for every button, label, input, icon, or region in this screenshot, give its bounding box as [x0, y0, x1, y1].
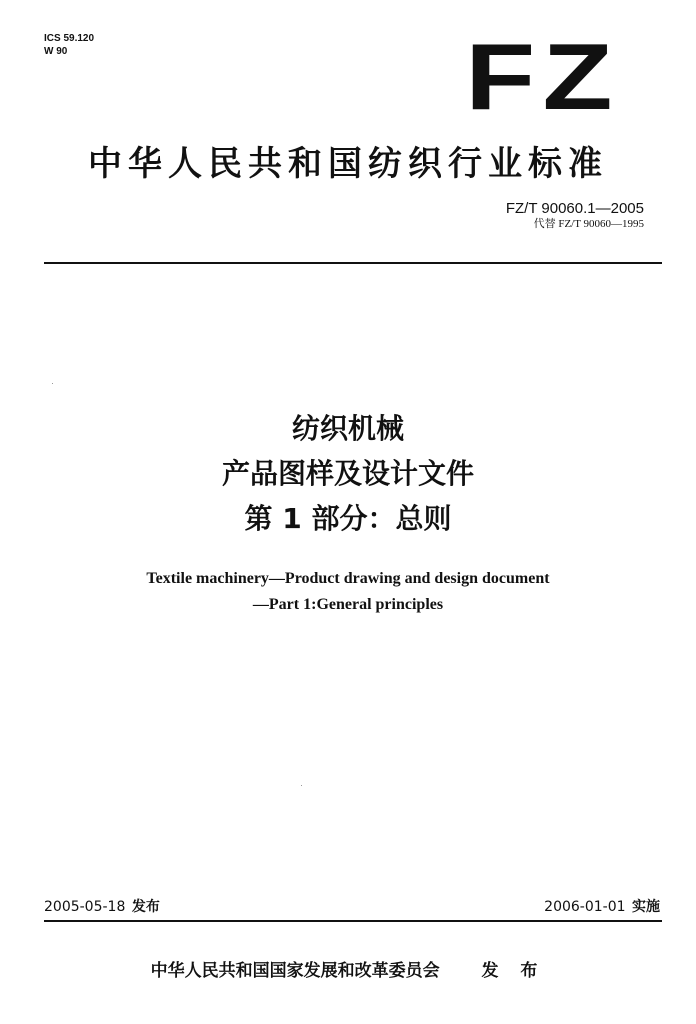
issue-date	[44, 896, 160, 916]
publisher-issued-label: 发 布	[481, 961, 546, 981]
implementation-date-label: 实施	[632, 899, 660, 915]
issue-date-value: 2005-05-18	[44, 899, 126, 915]
standard-number-block	[506, 200, 644, 231]
ics-code: ICS 59.120	[44, 33, 95, 44]
chinese-title-line-3: 第 1 部分：总则	[244, 502, 452, 535]
english-title-line-1: Textile machinery—Product drawing and design document	[146, 570, 550, 587]
scan-speck	[301, 785, 302, 786]
implementation-date	[544, 896, 660, 916]
replaces-standard: 代替 FZ/T 90060—1995	[533, 218, 644, 230]
publisher-line	[0, 956, 696, 981]
standard-number: FZ/T 90060.1—2005	[505, 200, 644, 217]
industry-standard-title: 中华人民共和国纺织行业标准	[88, 144, 608, 184]
english-title	[0, 566, 696, 618]
chinese-title-line-1: 纺织机械	[291, 412, 404, 445]
top-divider	[44, 262, 662, 264]
english-title-line-2: —Part 1:General principles	[252, 596, 444, 613]
chinese-title-line-2: 产品图样及设计文件	[221, 457, 474, 490]
issue-date-label: 发布	[131, 899, 160, 915]
scan-speck	[52, 383, 53, 384]
implementation-date-value: 2006-01-01	[544, 899, 626, 915]
classification-codes	[44, 32, 94, 58]
chinese-title	[0, 406, 696, 541]
ccs-code: W 90	[44, 46, 68, 57]
publisher-name: 中华人民共和国国家发展和改革委员会	[150, 961, 440, 981]
bottom-divider	[44, 920, 662, 922]
fz-logo: FZ	[465, 24, 620, 129]
